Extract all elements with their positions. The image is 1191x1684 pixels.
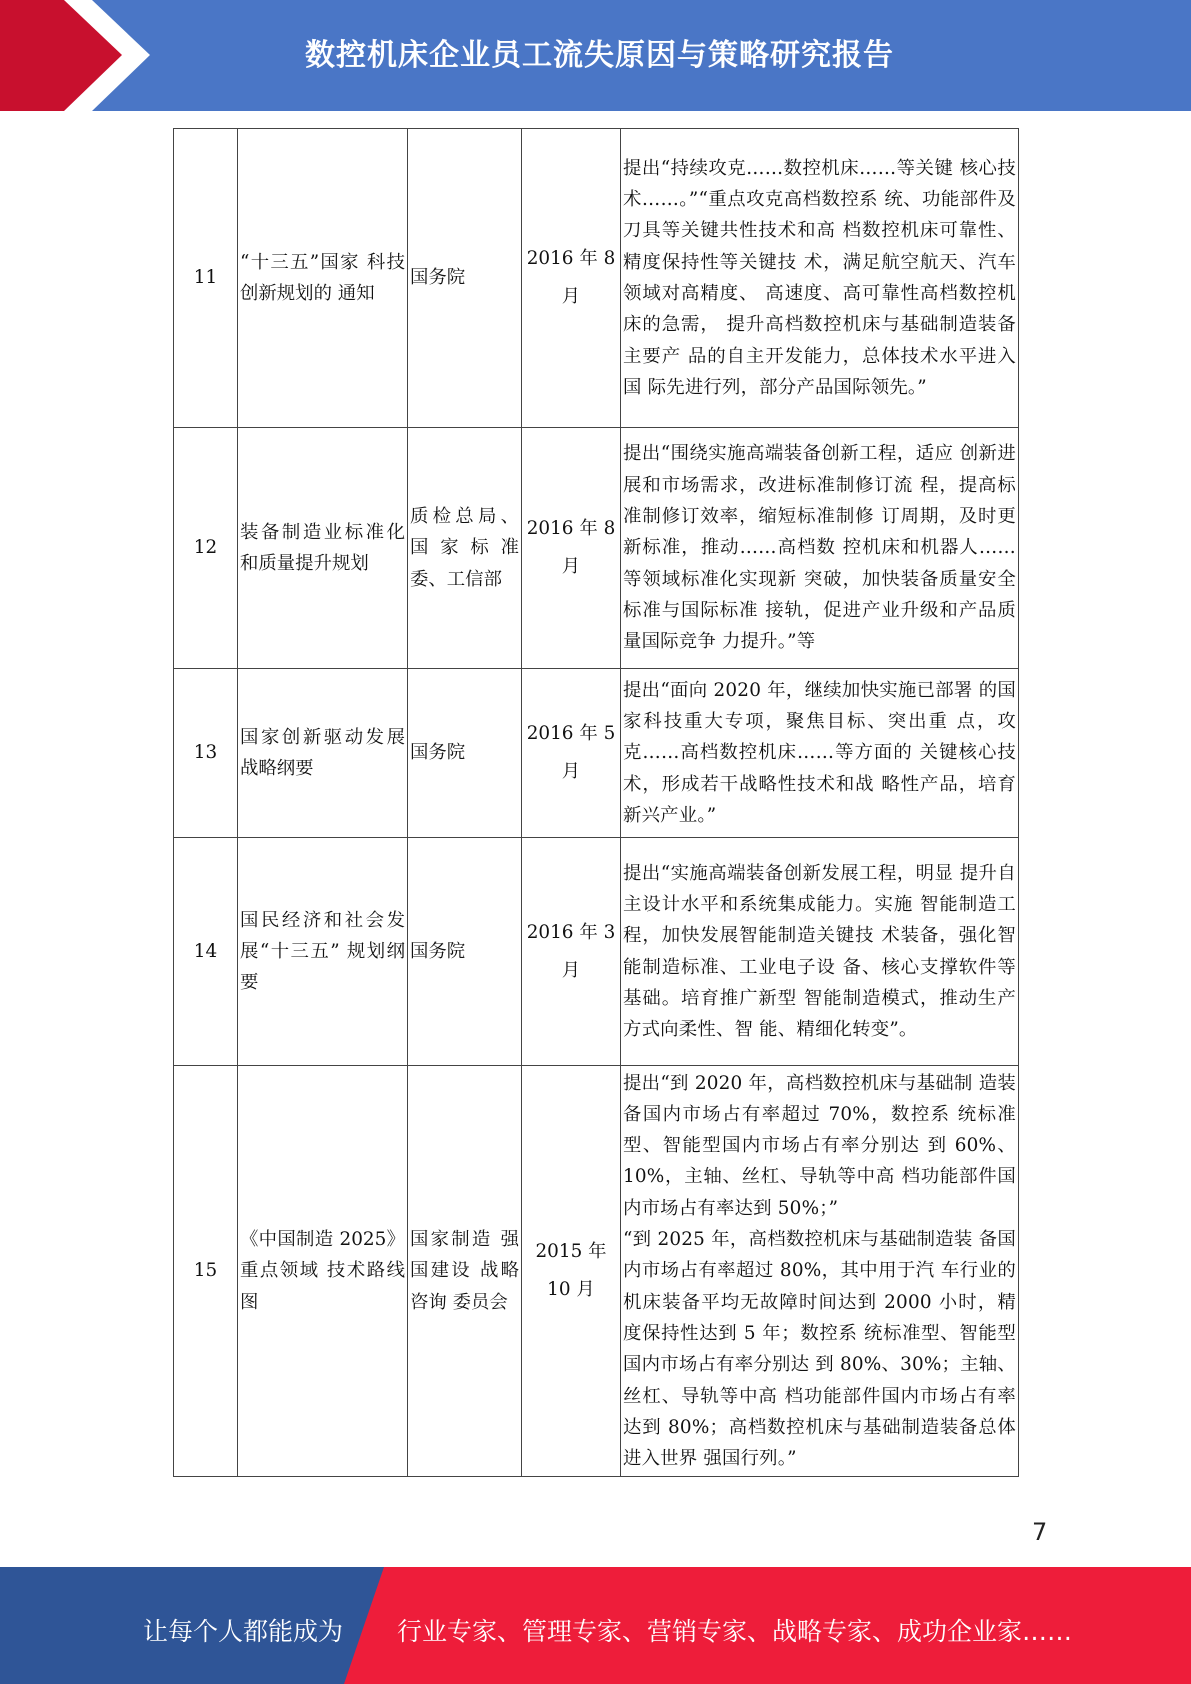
- footer-slogan-right: 行业专家、管理专家、营销专家、战略专家、成功企业家……: [397, 1617, 1073, 1646]
- policy-title: “十三五”国家 科技创新规划的 通知: [238, 129, 408, 428]
- row-number: 11: [174, 129, 238, 428]
- table-row: [174, 129, 1019, 428]
- content-paragraph: 提出“面向 2020 年，继续加快实施已部署 的国家科技重大专项，聚焦目标、突出重 点，攻克……高档数控机床……等方面的 关键核心技术，形成若干战略性技术和战 略性产品，培育新兴产业。”: [623, 679, 1016, 826]
- policy-table: [173, 128, 1019, 1477]
- table-row: [174, 669, 1019, 838]
- table-row: [174, 838, 1019, 1066]
- policy-title: 国家创新驱动发展战略纲要: [238, 669, 408, 838]
- page-number: 7: [1032, 1518, 1048, 1546]
- row-number: 13: [174, 669, 238, 838]
- issuing-department: 国务院: [408, 669, 522, 838]
- issue-date: 2015 年 10 月: [522, 1066, 621, 1477]
- content-paragraph: “到 2025 年，高档数控机床与基础制造装 备国内市场占有率超过 80%，其中用于汽 车行业的机床装备平均无故障时间达到 2000 小时，精度保持性达到 5 年；数控系 统标准型、智能型国内市场占有率分别达 到 80%、30%；主轴、丝杠、导轨等中高 档功能部件国内市场占有率达到 80%；高档数控机床与基础制造装备总体进入世界 强国行列。”: [623, 1229, 1016, 1470]
- policy-content: [621, 428, 1019, 669]
- row-number: 12: [174, 428, 238, 669]
- policy-content: [621, 129, 1019, 428]
- issue-date: 2016 年 8 月: [522, 129, 621, 428]
- report-title: 数控机床企业员工流失原因与策略研究报告: [305, 38, 894, 73]
- policy-title: 国民经济和社会发展“十三五” 规划纲要: [238, 838, 408, 1066]
- issuing-department: 质检总局、国家标准委、工信部: [408, 428, 522, 669]
- content-paragraph: 提出“实施高端装备创新发展工程，明显 提升自主设计水平和系统集成能力。实施 智能制造工程，加快发展智能制造关键技 术装备，强化智能制造标准、工业电子设 备、核心支撑软件等基础。培育推广新型 智能制造模式，推动生产方式向柔性、智 能、精细化转变”。: [623, 862, 1016, 1041]
- page-footer: [0, 1567, 1191, 1684]
- table-row: [174, 1066, 1019, 1477]
- header-arrow-decoration: [0, 0, 200, 111]
- issue-date: 2016 年 8 月: [522, 428, 621, 669]
- content-paragraph: 提出“围绕实施高端装备创新工程，适应 创新进展和市场需求，改进标准制修订流 程，提高标准制修订效率，缩短标准制修 订周期，及时更新标准，推动……高档数 控机床和机器人……等领域标准化实现新 突破，加快装备质量安全标准与国际标准 接轨，促进产业升级和产品质量国际竞争 力提升。”等: [623, 443, 1016, 653]
- issuing-department: 国务院: [408, 129, 522, 428]
- issue-date: 2016 年 3 月: [522, 838, 621, 1066]
- content-paragraph: 提出“持续攻克……数控机床……等关键 核心技术……。”“重点攻克高档数控系 统、功能部件及刀具等关键共性技术和高 档数控机床可靠性、精度保持性等关键技 术，满足航空航天、汽车领域对高精度、 高速度、高可靠性高档数控机床的急需， 提升高档数控机床与基础制造装备主要产 品的自主开发能力，总体技术水平进入国 际先进行列，部分产品国际领先。”: [623, 157, 1016, 398]
- issue-date: 2016 年 5 月: [522, 669, 621, 838]
- policy-title: 《中国制造 2025》重点领域 技术路线图: [238, 1066, 408, 1477]
- footer-slogan-left: 让每个人都能成为: [143, 1617, 344, 1646]
- content-paragraph: 提出“到 2020 年，高档数控机床与基础制 造装备国内市场占有率超过 70%，数控系 统标准型、智能型国内市场占有率分别达 到 60%、10%，主轴、丝杠、导轨等中高 档功能部件国内市场占有率达到 50%；”: [623, 1072, 1016, 1219]
- issuing-department: 国家制造 强国建设 战略咨询 委员会: [408, 1066, 522, 1477]
- row-number: 14: [174, 838, 238, 1066]
- policy-content: [621, 838, 1019, 1066]
- policy-content: [621, 669, 1019, 838]
- policy-content: [621, 1066, 1019, 1477]
- issuing-department: 国务院: [408, 838, 522, 1066]
- row-number: 15: [174, 1066, 238, 1477]
- table-row: [174, 428, 1019, 669]
- policy-title: 装备制造业标准化和质量提升规划: [238, 428, 408, 669]
- page-header: [0, 0, 1191, 111]
